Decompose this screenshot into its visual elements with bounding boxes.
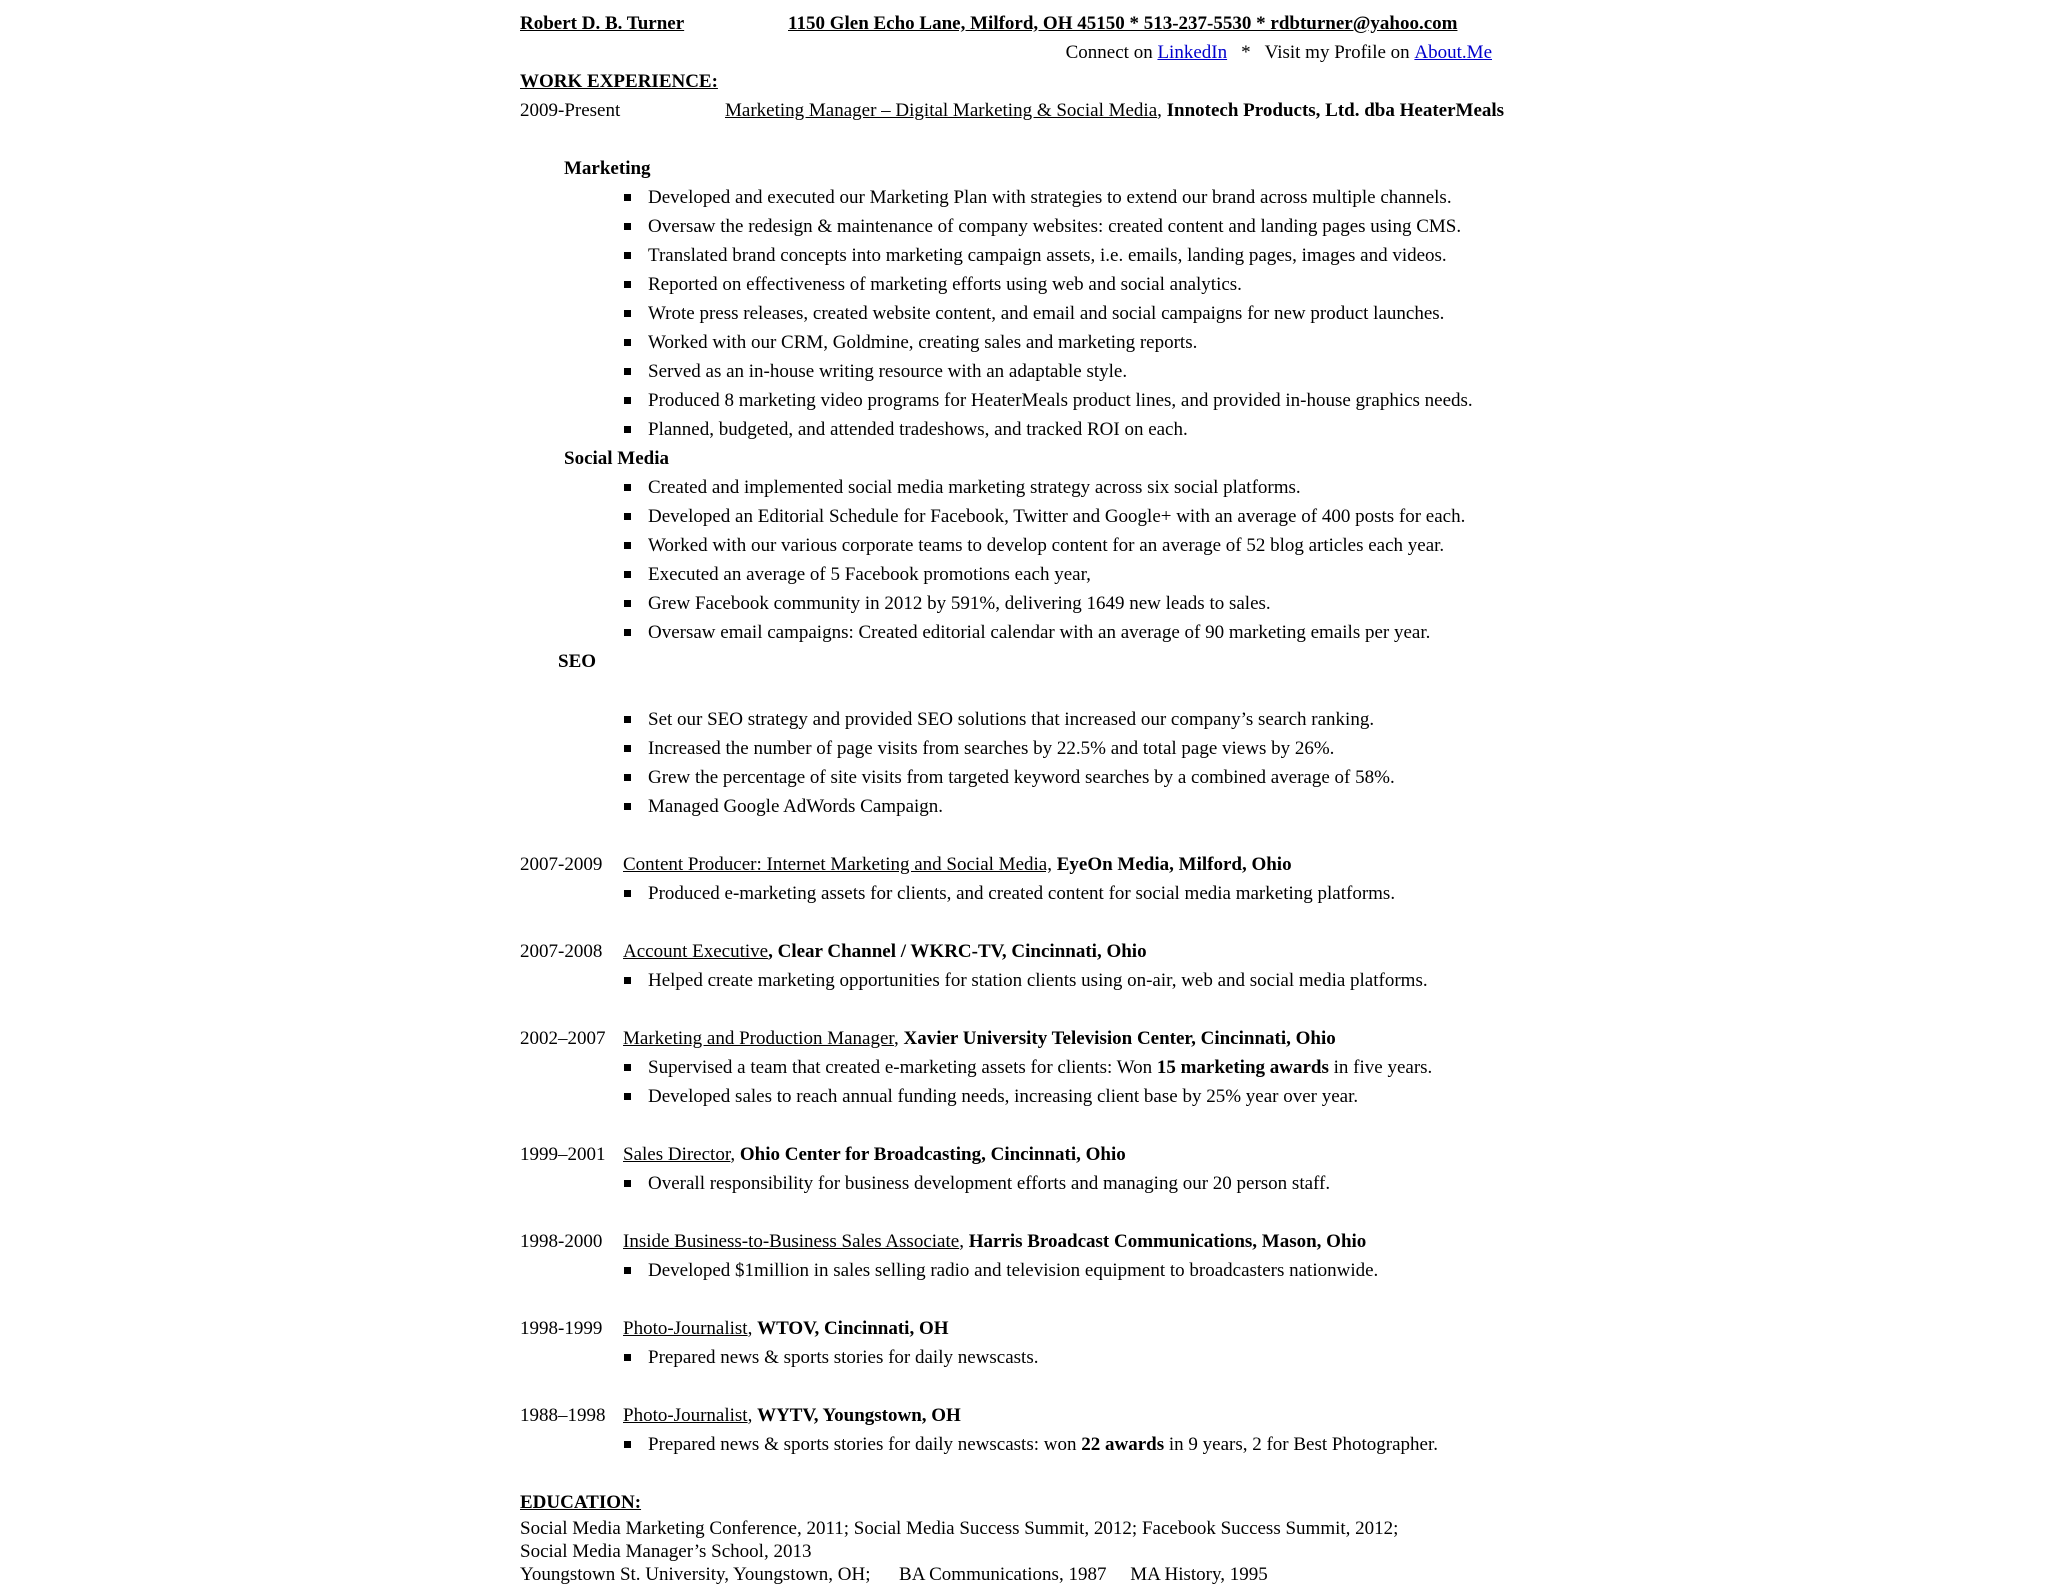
bullet-text-end: in five years. [1328, 1057, 1433, 1078]
spacer [520, 995, 1560, 1024]
spacer [520, 125, 1560, 154]
job-sep: , [730, 1144, 740, 1165]
profile-links [520, 38, 1492, 67]
job-company: Xavier University Television Center, Cincinnati, Ohio [903, 1028, 1336, 1049]
bullet-item: Wrote press releases, created website content, and email and social campaigns for new product launches. [623, 299, 1560, 328]
spacer [520, 908, 1560, 937]
bullet-text: Overall responsibility for business development efforts and managing our 20 person staff. [648, 1173, 1331, 1194]
education-line-3: Youngstown St. University, Youngstown, OH; BA Communications, 1987 MA History, 1995 [520, 1564, 1268, 1585]
bullet-item: Grew the percentage of site visits from targeted keyword searches by a combined average of 58%. [623, 763, 1560, 792]
bullet-text: Helped create marketing opportunities for station clients using on-air, web and social media platforms. [648, 970, 1428, 991]
aboutme-link[interactable]: About.Me [1414, 42, 1492, 63]
job-role: Inside Business-to-Business Sales Associate [623, 1231, 960, 1252]
job-dates: 1998-2000 [520, 1231, 603, 1252]
job-bullets [520, 966, 1560, 995]
bullet-item: Created and implemented social media marketing strategy across six social platforms. [623, 473, 1560, 502]
job-bullets [520, 1169, 1560, 1198]
job-sep: , [747, 1405, 758, 1426]
job-title-line [623, 937, 1147, 966]
job-bullets [520, 1053, 1560, 1111]
seo-bullets [520, 676, 1560, 821]
job-company: EyeOn Media, Milford, Ohio [1056, 854, 1292, 875]
job-title-line [623, 1227, 1366, 1256]
job-sep: , [893, 1028, 904, 1049]
bullet-text: Developed $1million in sales selling radio and television equipment to broadcasters nationwide. [648, 1260, 1379, 1281]
job-role: Sales Director [623, 1144, 731, 1165]
bullet-item: Grew Facebook community in 2012 by 591%, delivering 1649 new leads to sales. [623, 589, 1560, 618]
connect-prefix: Connect on [1065, 42, 1153, 63]
job-company: Innotech Products, Ltd. dba HeaterMeals [1166, 100, 1505, 121]
job-role: Photo-Journalist [623, 1405, 748, 1426]
job-dates: 2007-2008 [520, 941, 603, 962]
job-entry [520, 1227, 1560, 1256]
job-current [520, 96, 1560, 125]
job-sep: , [1157, 100, 1162, 121]
bullet-item: Executed an average of 5 Facebook promotions each year, [623, 560, 1560, 589]
bullet-item: Worked with our CRM, Goldmine, creating sales and marketing reports. [623, 328, 1560, 357]
bullet-item: Developed and executed our Marketing Plan with strategies to extend our brand across multiple channels. [623, 183, 1560, 212]
education-heading: EDUCATION: [520, 1492, 642, 1513]
bullet-item [623, 879, 1560, 908]
spacer [520, 1285, 1560, 1314]
job-entry [520, 937, 1560, 966]
bullet-item [623, 1169, 1560, 1198]
marketing-bullets [520, 183, 1560, 444]
bullet-item: Developed an Editorial Schedule for Facebook, Twitter and Google+ with an average of 400 posts for each. [623, 502, 1560, 531]
bullet-item: Produced 8 marketing video programs for HeaterMeals product lines, and provided in-house graphics needs. [623, 386, 1560, 415]
bullet-item [623, 1430, 1560, 1459]
job-entry [520, 1024, 1560, 1053]
bullet-item: Managed Google AdWords Campaign. [623, 792, 1560, 821]
seo-subheading: SEO [558, 651, 597, 672]
spacer [520, 1198, 1560, 1227]
job-dates: 1999–2001 [520, 1144, 606, 1165]
marketing-subheading: Marketing [564, 158, 651, 179]
job-dates: 2009-Present [520, 100, 621, 121]
job-title-line [623, 1024, 1336, 1053]
job-sep: , [747, 1318, 758, 1339]
work-experience-heading: WORK EXPERIENCE: [520, 71, 718, 92]
bullet-text: Supervised a team that created e-marketing assets for clients: Won [648, 1057, 1157, 1078]
resume-document [520, 9, 1560, 1586]
job-role: Marketing and Production Manager [623, 1028, 894, 1049]
job-title-line [623, 1140, 1126, 1169]
job-role: Photo-Journalist [623, 1318, 748, 1339]
spacer [520, 1372, 1560, 1401]
spacer [520, 821, 1560, 850]
bullet-item [623, 1343, 1560, 1372]
bullet-item: Served as an in-house writing resource with an adaptable style. [623, 357, 1560, 386]
bullet-text-end: in 9 years, 2 for Best Photographer. [1164, 1434, 1438, 1455]
bullet-item: Increased the number of page visits from searches by 22.5% and total page views by 26%. [623, 734, 1560, 763]
bullet-text: Developed sales to reach annual funding needs, increasing client base by 25% year over year. [648, 1086, 1359, 1107]
job-company: WYTV, Youngstown, OH [757, 1405, 961, 1426]
job-dates: 2007-2009 [520, 854, 603, 875]
education-line-1: Social Media Marketing Conference, 2011; Social Media Success Summit, 2012; Facebook Success Summit, 2012; [520, 1518, 1399, 1539]
job-entry [520, 850, 1560, 879]
bullet-item [623, 1082, 1560, 1111]
job-dates: 2002–2007 [520, 1028, 606, 1049]
contact-info: 1150 Glen Echo Lane, Milford, OH 45150 * 513-237-5530 * rdbturner@yahoo.com [788, 13, 1458, 34]
job-role: Content Producer: Internet Marketing and Social Media, [623, 854, 1052, 875]
job-title-line [623, 1401, 961, 1430]
bullet-item [623, 1256, 1560, 1285]
job-role: Account Executive [623, 941, 769, 962]
job-bullets [520, 879, 1560, 908]
bullet-item: Translated brand concepts into marketing campaign assets, i.e. emails, landing pages, images and videos. [623, 241, 1560, 270]
education-line-2: Social Media Manager’s School, 2013 [520, 1541, 812, 1562]
job-role: Marketing Manager – Digital Marketing & Social Media [725, 100, 1158, 121]
bullet-text: Produced e-marketing assets for clients, and created content for social media marketing platforms. [648, 883, 1396, 904]
job-entry [520, 1314, 1560, 1343]
bullet-item: Oversaw the redesign & maintenance of company websites: created content and landing pages using CMS. [623, 212, 1560, 241]
job-company: , Clear Channel / WKRC-TV, Cincinnati, Ohio [768, 941, 1147, 962]
job-company: Ohio Center for Broadcasting, Cincinnati, Ohio [739, 1144, 1126, 1165]
visit-prefix: Visit my Profile on [1264, 42, 1410, 63]
job-company: Harris Broadcast Communications, Mason, Ohio [968, 1231, 1367, 1252]
bullet-item: Reported on effectiveness of marketing efforts using web and social analytics. [623, 270, 1560, 299]
spacer [520, 1111, 1560, 1140]
job-entry [520, 1140, 1560, 1169]
candidate-name: Robert D. B. Turner [520, 13, 685, 34]
job-title-line [623, 1314, 949, 1343]
spacer [520, 1459, 1560, 1488]
social-media-subheading: Social Media [564, 448, 670, 469]
bullet-highlight: 22 awards [1081, 1434, 1165, 1455]
bullet-text: Prepared news & sports stories for daily newscasts. [648, 1347, 1039, 1368]
bullet-item [623, 966, 1560, 995]
social-media-bullets [520, 473, 1560, 647]
job-bullets [520, 1343, 1560, 1372]
link-separator: * [1241, 42, 1251, 63]
bullet-item [623, 1053, 1560, 1082]
job-dates: 1998-1999 [520, 1318, 603, 1339]
bullet-text: Prepared news & sports stories for daily newscasts: won [648, 1434, 1082, 1455]
job-bullets [520, 1256, 1560, 1285]
bullet-item: Set our SEO strategy and provided SEO solutions that increased our company’s search ranking. [623, 705, 1560, 734]
job-bullets [520, 1430, 1560, 1459]
job-company: WTOV, Cincinnati, OH [757, 1318, 949, 1339]
job-title-line [623, 850, 1292, 879]
job-entry [520, 1401, 1560, 1430]
bullet-item: Worked with our various corporate teams to develop content for an average of 52 blog articles each year. [623, 531, 1560, 560]
job-sep: , [959, 1231, 969, 1252]
linkedin-link[interactable]: LinkedIn [1157, 42, 1228, 63]
resume-header [520, 9, 1560, 38]
past-jobs [520, 821, 1560, 1459]
job-dates: 1988–1998 [520, 1405, 606, 1426]
bullet-item: Oversaw email campaigns: Created editorial calendar with an average of 90 marketing emails per year. [623, 618, 1560, 647]
bullet-item: Planned, budgeted, and attended tradeshows, and tracked ROI on each. [623, 415, 1560, 444]
bullet-highlight: 15 marketing awards [1156, 1057, 1329, 1078]
